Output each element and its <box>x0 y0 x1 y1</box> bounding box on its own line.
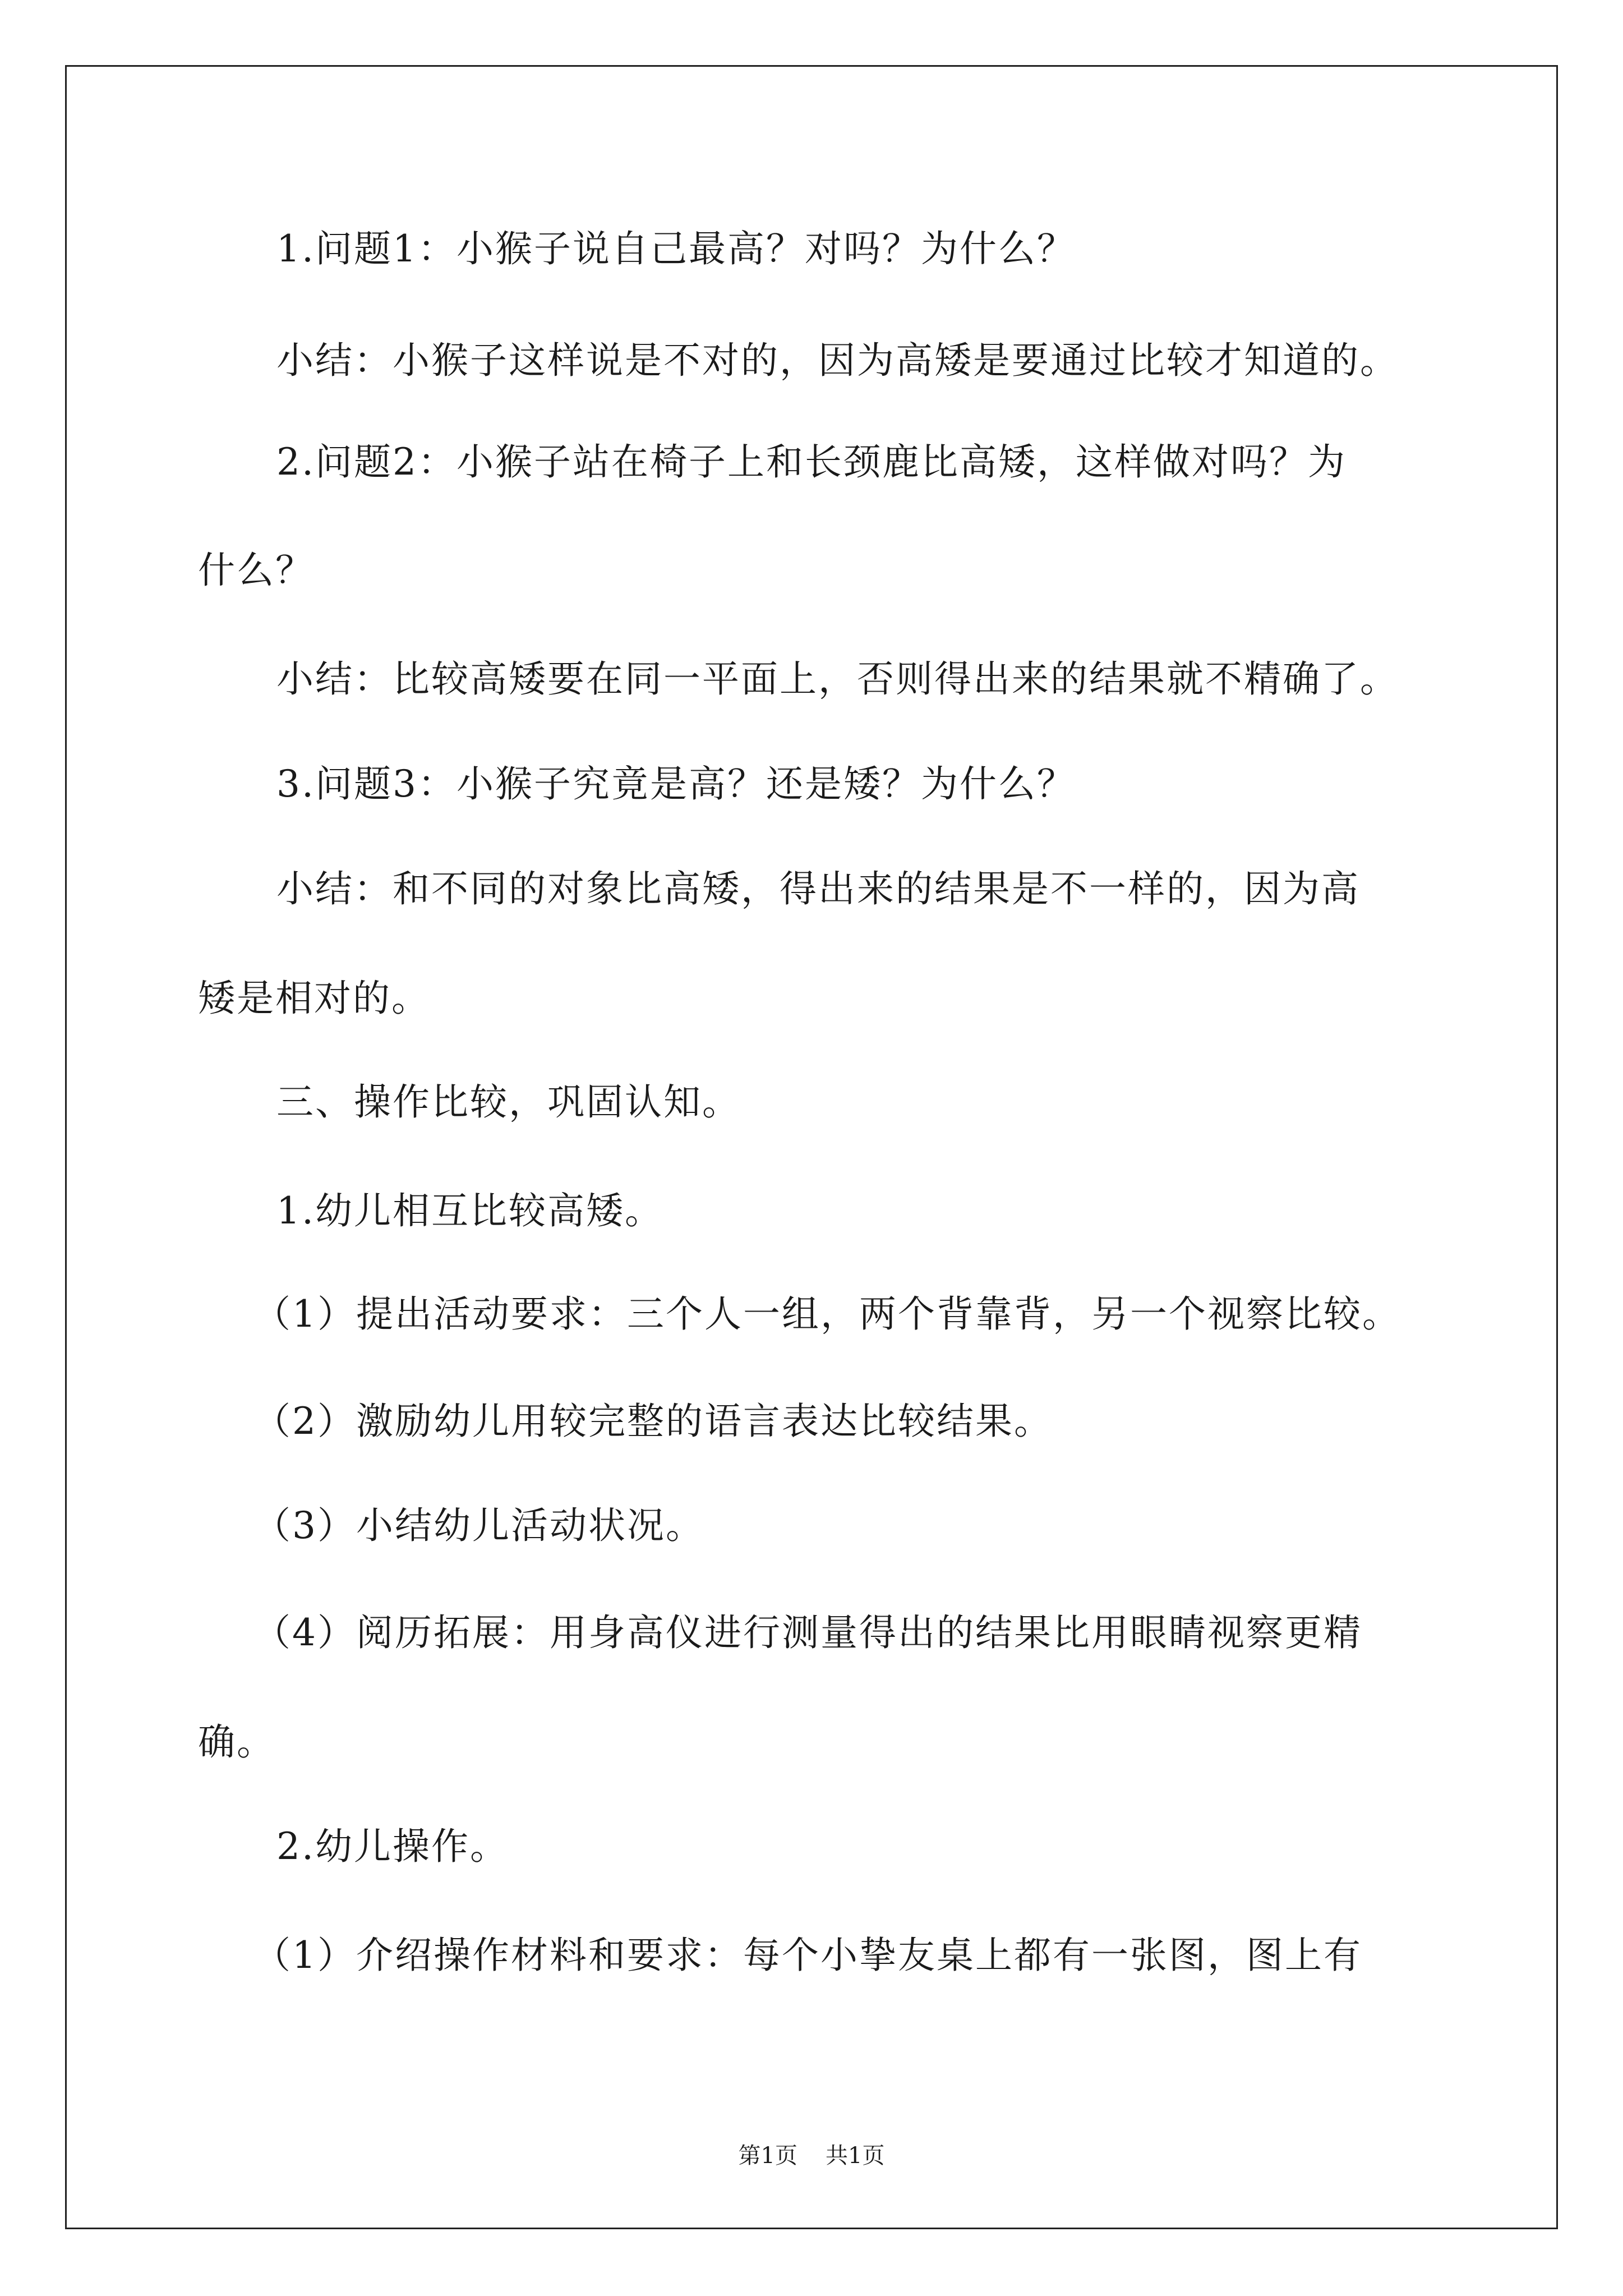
paragraph-13: 2.幼儿操作。 <box>276 1825 509 1868</box>
page-border <box>65 65 1558 2229</box>
paragraph-9: （1）提出活动要求：三个人一组，两个背靠背，另一个视察比较。 <box>253 1292 1401 1336</box>
paragraph-10: （2）激励幼儿用较完整的语言表达比较结果。 <box>253 1400 1053 1443</box>
paragraph-11: （3）小结幼儿活动状况。 <box>253 1504 704 1547</box>
paragraph-6-continued: 矮是相对的。 <box>198 977 430 1020</box>
paragraph-6: 小结：和不同的对象比高矮，得出来的结果是不一样的，因为高 <box>276 867 1360 910</box>
paragraph-12-continued: 确。 <box>198 1720 275 1764</box>
page-footer <box>0 2142 1623 2170</box>
paragraph-2: 小结：小猴子这样说是不对的，因为高矮是要通过比较才知道的。 <box>276 339 1399 382</box>
page-total: 共1页 <box>826 2143 885 2169</box>
paragraph-14: （1）介绍操作材料和要求：每个小挚友桌上都有一张图，图上有 <box>253 1934 1362 1977</box>
paragraph-3: 2.问题2：小猴子站在椅子上和长颈鹿比高矮，这样做对吗？为 <box>276 440 1347 484</box>
paragraph-12: （4）阅历拓展：用身高仪进行测量得出的结果比用眼睛视察更精 <box>253 1611 1362 1654</box>
paragraph-4: 小结：比较高矮要在同一平面上，否则得出来的结果就不精确了。 <box>276 657 1399 701</box>
paragraph-3-continued: 什么？ <box>198 549 314 592</box>
paragraph-1: 1.问题1：小猴子说自己最高？对吗？为什么？ <box>276 227 1076 270</box>
section-heading: 三、操作比较，巩固认知。 <box>276 1080 741 1124</box>
paragraph-8: 1.幼儿相互比较高矮。 <box>276 1189 663 1232</box>
paragraph-5: 3.问题3：小猴子究竟是高？还是矮？为什么？ <box>276 762 1076 806</box>
page-number: 第1页 <box>738 2143 797 2169</box>
